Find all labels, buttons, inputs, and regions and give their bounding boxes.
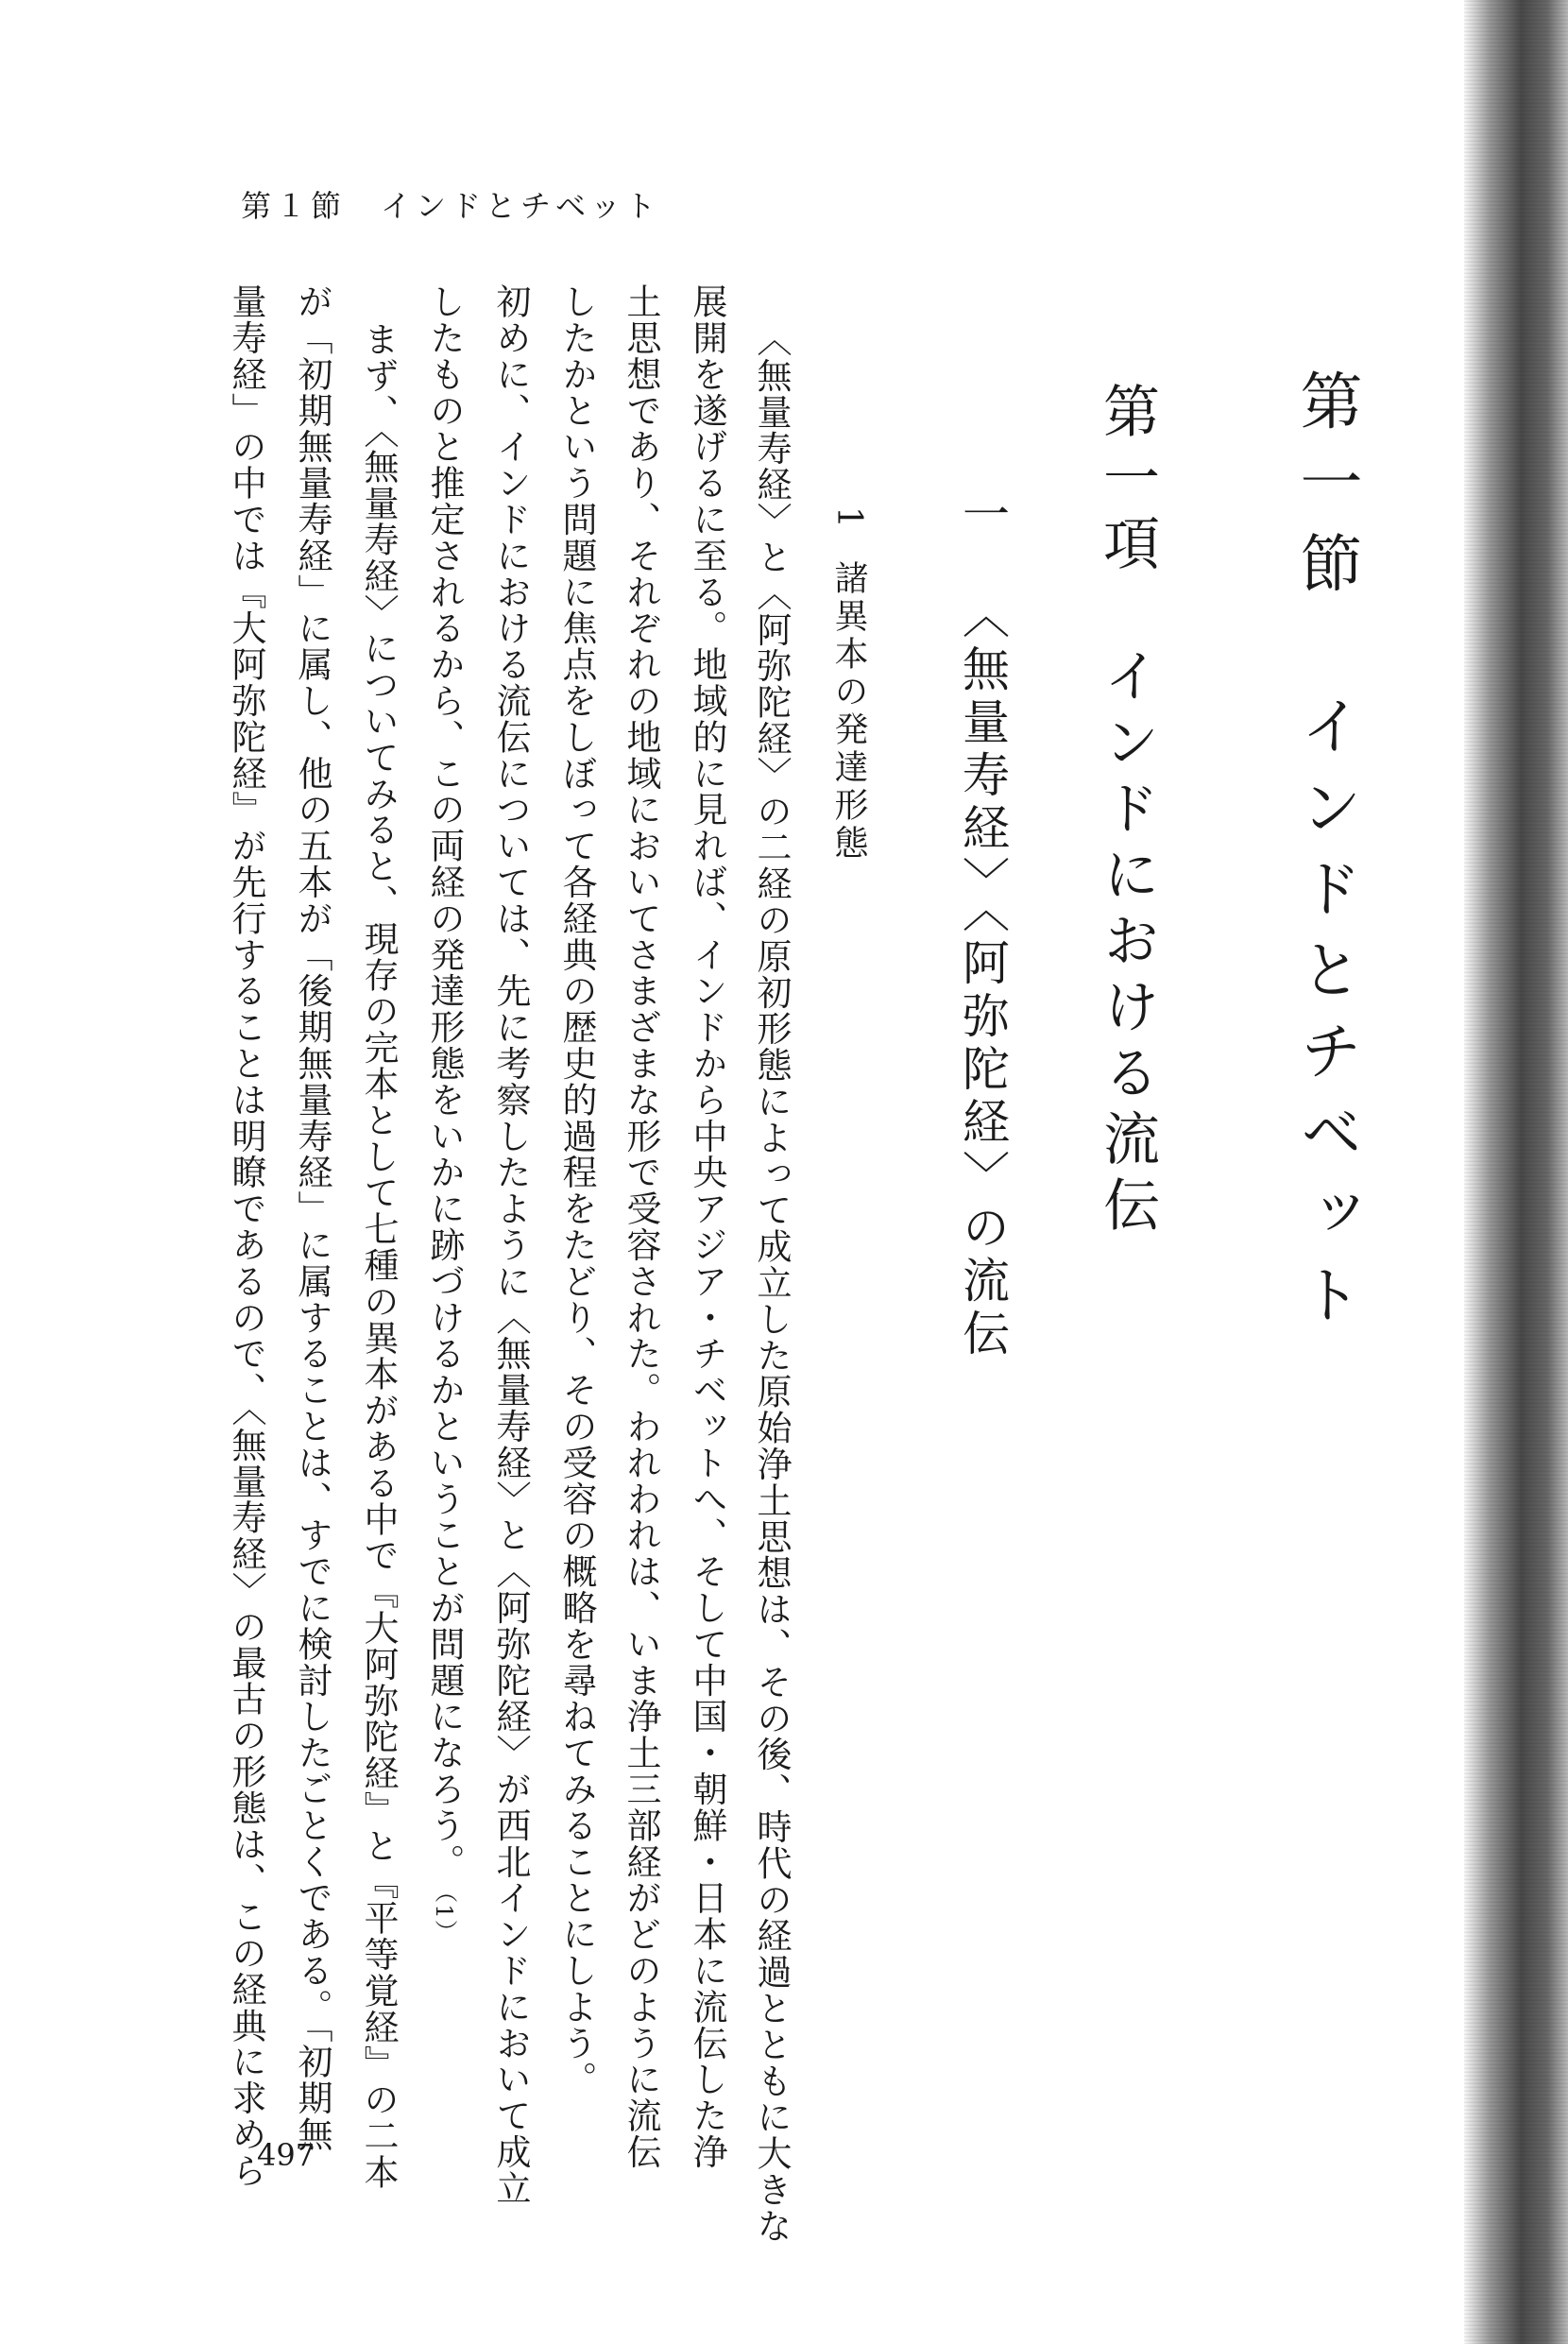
heading-one-number: 一 [955, 489, 1010, 542]
body-column-1: 〈無量寿経〉と〈阿弥陀経〉の二経の原初形態によって成立した原始浄土思想は、その後、時代の経過とともに大きな [751, 321, 792, 2245]
body-column-4: したかという問題に焦点をしぼって各経典の歴史的過程をたどり、その受容の概略を尋ねてみることにしよう。 [556, 283, 597, 2097]
body-column-2: 展開を遂げるに至る。地域的に見れば、インドから中央アジア・チベットへ、そして中国・朝鮮・日本に流伝した浄 [687, 283, 727, 2170]
footnote-marker: （1） [431, 1879, 457, 1944]
heading-one-text: 〈無量寿経〉〈阿弥陀経〉の流伝 [955, 591, 1010, 1361]
page-number: 497 [257, 2137, 315, 2173]
heading-sub-number: 1 [829, 506, 868, 532]
scan-gutter-shadow [1464, 0, 1568, 2344]
body-column-3: 土思想であり、それぞれの地域においてさまざまな形で受容された。われわれは、いま浄土三部経がどのように流伝 [621, 283, 661, 2170]
body-column-8: が「初期無量寿経」に属し、他の五本が「後期無量寿経」に属することは、すでに検討したごとくである。「初期無 [292, 283, 332, 2153]
body-column-5: 初めに、インドにおける流伝については、先に考察したように〈無量寿経〉と〈阿弥陀経〉が西北インドにおいて成立 [490, 283, 531, 2207]
body-column-9: 量寿経」の中では『大阿弥陀経』が先行することは明瞭であるので、〈無量寿経〉の最古の形態は、この経典に求めら [226, 283, 266, 2189]
body-column-7: まず、〈無量寿経〉についてみると、現存の完本として七種の異本がある中で『大阿弥陀経』と『平等覚経』の二本 [358, 321, 399, 2191]
heading-sub-text: 諸異本の発達形態 [829, 559, 868, 863]
body-column-6 [424, 283, 465, 1944]
heading-sub [829, 506, 868, 863]
heading-one [955, 489, 1010, 1361]
body-column-6-text: したものと推定されるから、この両経の発達形態をいかに跡づけるかということが問題になろう。 [424, 283, 465, 1880]
subsection-title: 第一項 インドにおける流伝 [1094, 382, 1160, 1241]
running-head: 第１節 インドとチベット [241, 188, 661, 224]
section-title: 第一節 インドとチベット [1289, 368, 1362, 1343]
